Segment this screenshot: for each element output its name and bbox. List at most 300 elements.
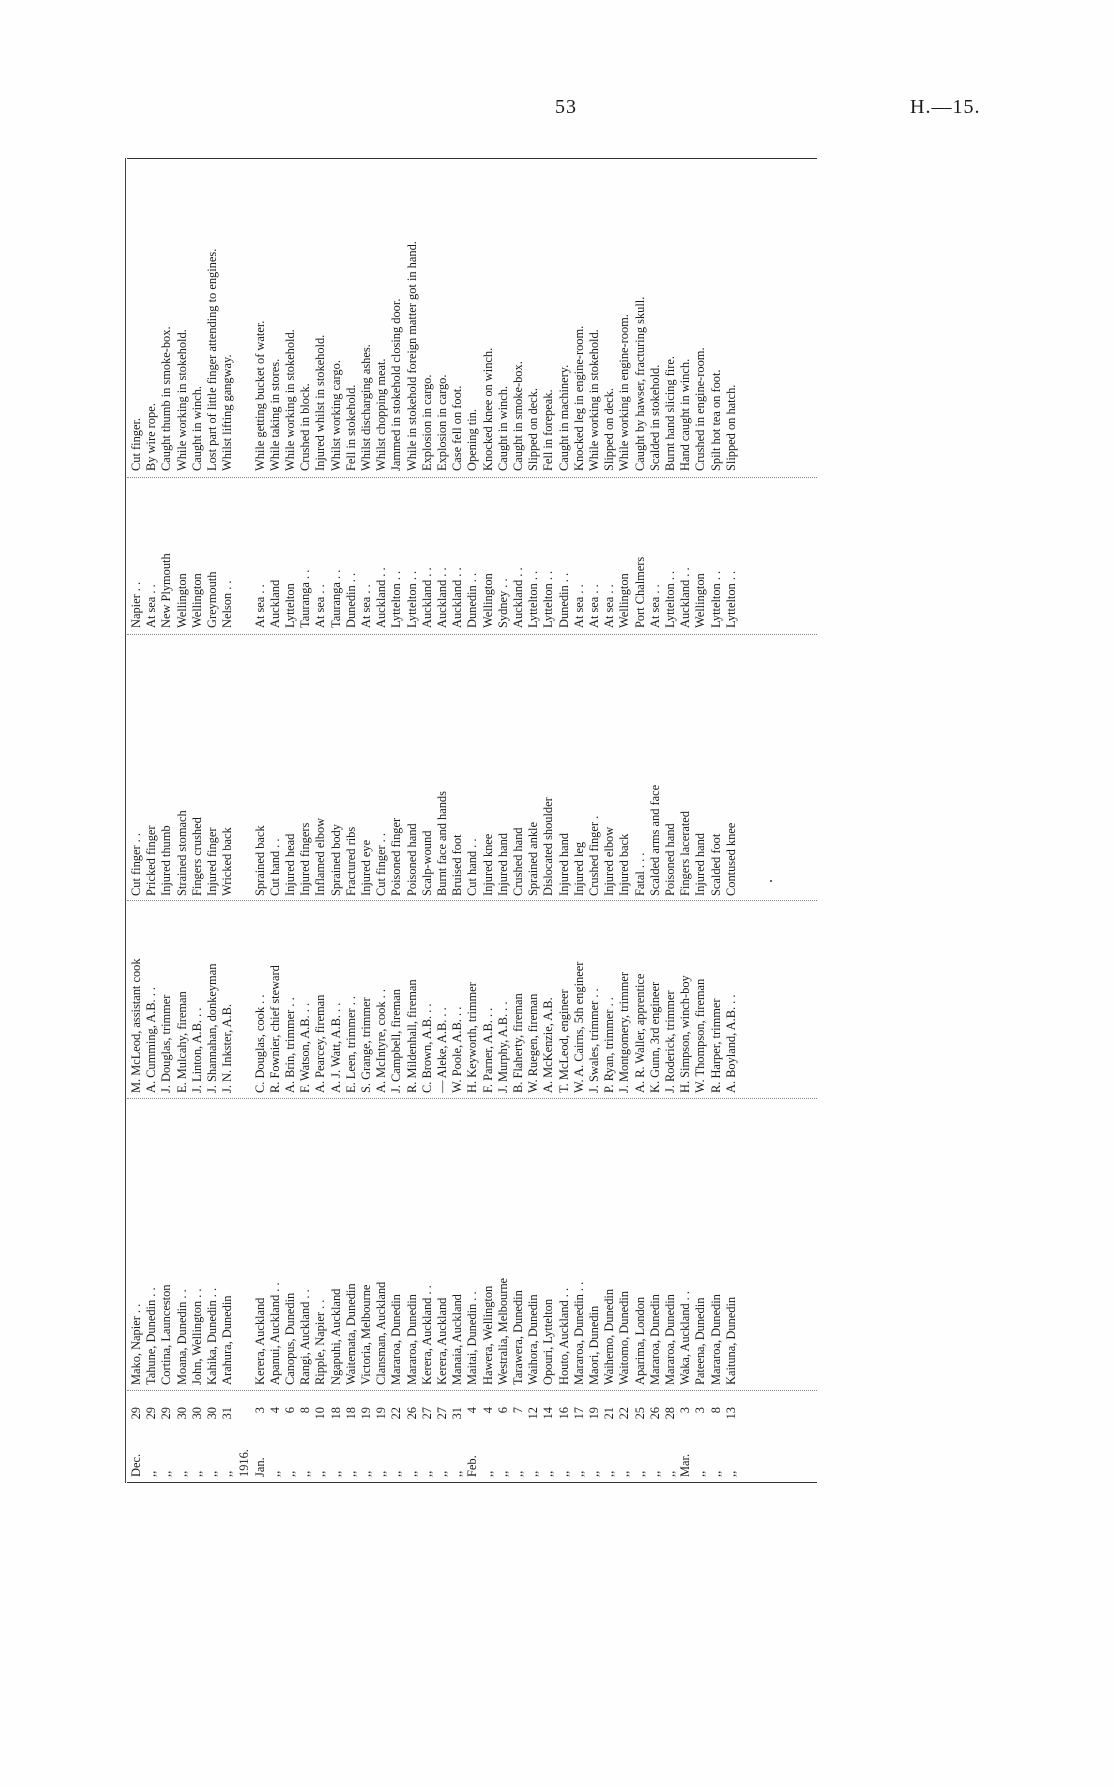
table-row — [572, 158, 587, 1483]
vessel-cell: Ripple, Napier . . — [313, 1299, 328, 1385]
name-rating-cell: A. Cumming, A.B. . . — [144, 986, 159, 1093]
table-row — [313, 158, 328, 1483]
day-cell: 19 — [359, 1407, 373, 1420]
place-cell: Auckland . . — [450, 567, 465, 628]
cause-cell: While working in engine-room. — [617, 314, 632, 471]
injury-cell: Injured hand — [556, 833, 571, 896]
injury-cell: Fingers crushed — [189, 817, 204, 896]
day-cell: 26 — [404, 1407, 419, 1420]
place-cell: At sea . . — [359, 584, 373, 628]
injury-cell: Poisoned hand — [404, 823, 419, 896]
month-cell: Jan. — [252, 1457, 267, 1477]
place-cell: Wellington — [480, 573, 495, 628]
day-cell: 29 — [144, 1407, 159, 1420]
place-cell: Wellington — [693, 573, 708, 628]
place-cell: At sea . . — [587, 584, 601, 628]
cause-cell: While working in stokehold. — [283, 329, 297, 471]
month-cell: ,, — [313, 1470, 328, 1477]
name-rating-cell: J. Shannahan, donkeyman — [205, 963, 219, 1093]
injury-cell: Injured knee — [480, 833, 495, 896]
vessel-cell: Mararoa, Dunedin — [663, 1294, 677, 1385]
day-cell: 27 — [435, 1407, 449, 1420]
day-cell: 28 — [663, 1407, 677, 1420]
month-cell: Feb. — [465, 1455, 480, 1477]
name-rating-cell: W. Poole, A.B. . . — [450, 1006, 465, 1093]
day-cell: 31 — [220, 1407, 235, 1420]
injury-cell: Injured eye — [359, 839, 373, 896]
place-cell: Auckland . . — [511, 567, 525, 628]
injury-cell: Crushed finger . — [587, 815, 601, 896]
cause-cell: Explosion in cargo. — [419, 374, 434, 471]
table-row — [159, 158, 174, 1483]
table-row — [237, 158, 252, 1483]
table-row — [709, 158, 724, 1483]
cause-cell: Crushed in engine-room. — [693, 347, 708, 471]
vessel-cell: Waitemata, Dunedin — [343, 1283, 358, 1385]
cause-cell: Whilst discharging ashes. — [359, 344, 373, 471]
page-number: 53 — [555, 96, 577, 118]
cause-cell: Caught in winch. — [495, 385, 510, 471]
injury-cell: Burnt face and hands — [435, 791, 449, 896]
place-cell: Auckland . . — [419, 567, 434, 628]
day-cell: 3 — [693, 1407, 708, 1414]
table-row — [435, 158, 450, 1483]
place-cell: Wellington — [617, 573, 632, 628]
injury-cell: Poisoned finger — [389, 817, 404, 896]
cause-cell: Fell in forepeak. — [541, 389, 556, 471]
table-row — [190, 158, 205, 1483]
table-row — [678, 158, 693, 1483]
day-cell: 8 — [708, 1407, 723, 1414]
cause-cell: Slipped on deck. — [526, 388, 541, 471]
name-rating-cell: C. Douglas, cook . . — [252, 994, 267, 1093]
name-rating-cell: J. Linton, A.B. . . — [189, 1007, 204, 1093]
place-cell: At sea . . — [571, 584, 586, 628]
place-cell: Auckland . . — [435, 567, 449, 628]
table-row — [496, 158, 511, 1483]
place-cell: New Plymouth — [159, 553, 174, 628]
cause-cell: Whilst working cargo. — [328, 360, 343, 471]
cause-cell: Scalded in stokehold. — [647, 364, 662, 471]
month-cell: ,, — [144, 1470, 159, 1477]
month-cell: ,, — [159, 1470, 174, 1477]
injury-cell: Sprained body — [328, 824, 343, 896]
month-cell: ,, — [511, 1470, 525, 1477]
vessel-cell: Waka, Auckland . . — [678, 1291, 693, 1385]
injury-cell: Crushed hand — [511, 827, 525, 896]
table-row — [648, 158, 663, 1483]
cause-cell: While getting bucket of water. — [252, 320, 267, 471]
document-reference: H.—15. — [910, 96, 981, 118]
month-cell: ,, — [205, 1470, 219, 1477]
vessel-cell: Ngapuhi, Auckland — [328, 1288, 343, 1385]
table-row — [144, 158, 159, 1483]
month-cell: ,, — [404, 1470, 419, 1477]
place-cell: Auckland . . — [678, 567, 693, 628]
injury-cell: Scalp-wound — [419, 830, 434, 896]
print-speck — [770, 880, 772, 882]
injury-cell: Sprained ankle — [526, 822, 541, 896]
injury-cell: Injured hand — [693, 833, 708, 896]
cause-cell: Caught in winch. — [189, 385, 204, 471]
vessel-cell: Kerera, Auckland . . — [419, 1285, 434, 1385]
table-row — [283, 158, 298, 1483]
month-cell: ,, — [526, 1470, 541, 1477]
day-cell: 22 — [389, 1407, 404, 1420]
vessel-cell: Waihemo, Dunedin — [602, 1288, 617, 1385]
place-cell: Greymouth — [205, 571, 219, 628]
place-cell: Dunedin . . — [556, 572, 571, 628]
vessel-cell: Kerera, Auckland — [435, 1297, 449, 1385]
vessel-cell: Kerera, Auckland — [252, 1297, 267, 1385]
injury-cell: Strained stomach — [174, 810, 189, 896]
name-rating-cell: A. McKenzie, A.B. — [541, 997, 556, 1093]
table-row — [389, 158, 404, 1483]
day-cell: 14 — [541, 1407, 556, 1420]
table-row — [329, 158, 344, 1483]
table-row — [268, 158, 283, 1483]
place-cell: Lyttelton . . — [526, 570, 541, 628]
table-row — [220, 158, 235, 1483]
cause-cell: Whilst chopping meat. — [374, 358, 389, 471]
place-cell: Lyttelton . . — [663, 570, 677, 628]
place-cell: Napier . . — [129, 581, 143, 628]
name-rating-cell: — Aleke, A.B. . . — [435, 1007, 449, 1093]
day-cell: 30 — [174, 1407, 189, 1420]
month-cell: ,, — [298, 1470, 313, 1477]
day-cell: 3 — [252, 1407, 267, 1414]
month-cell: ,, — [587, 1470, 601, 1477]
injury-cell: Scalded arms and face — [647, 784, 662, 896]
month-cell: ,, — [435, 1470, 449, 1477]
name-rating-cell: J. Roderick, trimmer — [663, 990, 677, 1093]
month-cell: ,, — [189, 1470, 204, 1477]
name-rating-cell: J. Swales, trimmer . . — [587, 988, 601, 1093]
month-cell: ,, — [602, 1470, 617, 1477]
day-cell: 4 — [267, 1407, 282, 1414]
place-cell: Tauranga . . — [298, 569, 313, 628]
name-rating-cell: J. N. Inkster, A.B. — [220, 1004, 235, 1093]
table-row — [420, 158, 435, 1483]
place-cell: Lyttelton . . — [723, 570, 738, 628]
table-row — [450, 158, 465, 1483]
vessel-cell: Manaia, Auckland — [450, 1294, 465, 1385]
month-cell: ,, — [328, 1470, 343, 1477]
cause-cell: Fell in stokehold. — [343, 384, 358, 471]
month-cell: ,, — [267, 1470, 282, 1477]
name-rating-cell: R. Mildenhall, fireman — [404, 979, 419, 1093]
month-cell: ,, — [617, 1470, 632, 1477]
table-row — [298, 158, 313, 1483]
day-cell: 7 — [511, 1407, 525, 1414]
month-cell: 1916. — [237, 1449, 252, 1477]
cause-cell: While working in stokehold. — [587, 329, 601, 471]
table-row — [481, 158, 496, 1483]
vessel-cell: Canopus, Dunedin — [283, 1292, 297, 1385]
month-cell: ,, — [419, 1470, 434, 1477]
place-cell: Port Chalmers — [632, 556, 647, 628]
name-rating-cell: B. Flaherty, fireman — [511, 993, 525, 1093]
cause-cell: Knocked knee on winch. — [480, 347, 495, 471]
cause-cell: Caught thumb in smoke-box. — [159, 326, 174, 471]
day-cell: 6 — [495, 1407, 510, 1414]
name-rating-cell: H. Keyworth, trimmer — [465, 982, 480, 1093]
table-row — [602, 158, 617, 1483]
table-row — [526, 158, 541, 1483]
cause-cell: Knocked leg in engine-room. — [571, 325, 586, 471]
vessel-cell: Rangi, Auckland . . — [298, 1289, 313, 1385]
month-cell: ,, — [283, 1470, 297, 1477]
injury-cell: Injured head — [283, 833, 297, 896]
name-rating-cell: R. Harper, trimmer — [708, 998, 723, 1093]
vessel-cell: Moana, Dunedin . . — [174, 1289, 189, 1385]
vessel-cell: Westralia, Melbourne — [495, 1277, 510, 1385]
cause-cell: By wire rope. — [144, 403, 159, 471]
table-row — [617, 158, 632, 1483]
cause-cell: Burnt hand slicing fire. — [663, 356, 677, 471]
name-rating-cell: A. Pearcey, fireman — [313, 994, 328, 1093]
day-cell: 26 — [647, 1407, 662, 1420]
day-cell: 17 — [571, 1407, 586, 1420]
day-cell: 13 — [723, 1407, 738, 1420]
name-rating-cell: J. Douglas, trimmer — [159, 994, 174, 1093]
month-cell: ,, — [220, 1470, 235, 1477]
injury-cell: Injured thumb — [159, 825, 174, 896]
vessel-cell: Houto, Auckland . . — [556, 1287, 571, 1385]
name-rating-cell: A. Brin, trimmer . . — [283, 997, 297, 1093]
day-cell: 22 — [617, 1407, 632, 1420]
day-cell: 10 — [313, 1407, 328, 1420]
vessel-cell: Waitomo, Dunedin — [617, 1291, 632, 1385]
vessel-cell: Mararoa, Dunedin — [404, 1294, 419, 1385]
injury-cell: Injured hand — [495, 833, 510, 896]
table-row — [344, 158, 359, 1483]
place-cell: At sea . . — [647, 584, 662, 628]
table-row — [253, 158, 268, 1483]
name-rating-cell: J. Murphy, A.B. . . — [495, 1001, 510, 1093]
vessel-cell: Mako, Napier . . — [129, 1303, 143, 1385]
table-row — [374, 158, 389, 1483]
vessel-cell: Tarawera, Dunedin — [511, 1290, 525, 1385]
name-rating-cell: F. Parner, A.B. . . — [480, 1007, 495, 1093]
cause-cell: Cut finger. — [129, 418, 143, 471]
vessel-cell: Pateena, Dunedin — [693, 1297, 708, 1385]
injury-cell: Injured finger — [205, 827, 219, 896]
month-cell: ,, — [374, 1470, 389, 1477]
cause-cell: Caught by hawser, fracturing skull. — [632, 296, 647, 471]
day-cell: 6 — [283, 1407, 297, 1414]
injury-cell: Pricked finger — [144, 825, 159, 896]
cause-cell: Whilst lifting gangway. — [220, 354, 235, 471]
table-row — [175, 158, 190, 1483]
place-cell: Auckland . . — [374, 567, 389, 628]
place-cell: Lyttelton . . — [404, 570, 419, 628]
day-cell: 19 — [374, 1407, 389, 1420]
cause-cell: While taking in stores. — [267, 358, 282, 471]
vessel-cell: Tahune, Dunedin . . — [144, 1287, 159, 1385]
injury-cell: Scalded foot — [708, 833, 723, 896]
injury-cell: Cut finger . . — [374, 833, 389, 896]
injury-cell: Sprained back — [252, 825, 267, 896]
day-cell: 16 — [556, 1407, 571, 1420]
cause-cell: Jammed in stokehold closing door. — [389, 298, 404, 471]
injury-cell: Poisoned hand — [663, 823, 677, 896]
injury-cell: Contused knee — [723, 822, 738, 896]
injury-cell: Cut hand . . — [465, 838, 480, 896]
table-row — [359, 158, 374, 1483]
vessel-cell: Opouri, Lyttelton — [541, 1298, 556, 1385]
name-rating-cell: J. Campbell, fireman — [389, 989, 404, 1093]
vessel-cell: Apanui, Auckland . . — [267, 1282, 282, 1385]
month-cell: ,, — [359, 1470, 373, 1477]
name-rating-cell: A. J. Watt, A.B. . . — [328, 1002, 343, 1093]
day-cell: 18 — [343, 1407, 358, 1420]
day-cell: 30 — [189, 1407, 204, 1420]
name-rating-cell: H. Simpson, winch-boy — [678, 975, 693, 1093]
place-cell: At sea . . — [313, 584, 328, 628]
vessel-cell: Waihora, Dunedin — [526, 1294, 541, 1385]
cause-cell: Spilt hot tea on foot. — [708, 369, 723, 471]
cause-cell: While in stokehold foreign matter got in hand. — [404, 241, 419, 471]
month-cell: ,, — [541, 1470, 556, 1477]
vessel-cell: Cortina, Launceston — [159, 1284, 174, 1385]
table-row — [724, 158, 739, 1483]
vessel-cell: Aparima, London — [632, 1296, 647, 1385]
month-cell: ,, — [556, 1470, 571, 1477]
place-cell: At sea . . — [602, 584, 617, 628]
name-rating-cell: C. Brown, A.B. . . — [419, 1003, 434, 1093]
day-cell: 8 — [298, 1407, 313, 1414]
name-rating-cell: K. Gunn, 3rd engineer — [647, 981, 662, 1093]
cause-cell: Caught in smoke-box. — [511, 361, 525, 471]
month-cell: Dec. — [129, 1453, 143, 1477]
cause-cell: Hand caught in winch. — [678, 358, 693, 471]
day-cell: 3 — [678, 1407, 693, 1414]
vessel-cell: Mararoa, Dunedin — [647, 1294, 662, 1385]
injury-cell: Cut finger . . — [129, 833, 143, 896]
name-rating-cell: P. Ryan, trimmer . . — [602, 997, 617, 1093]
day-cell: 18 — [328, 1407, 343, 1420]
place-cell: At sea . . — [252, 584, 267, 628]
month-cell: ,, — [343, 1470, 358, 1477]
month-cell: ,, — [480, 1470, 495, 1477]
accident-table — [127, 158, 817, 1483]
name-rating-cell: W. A. Cairns, 5th engineer — [571, 961, 586, 1093]
injury-cell: Injured leg — [571, 841, 586, 896]
month-cell: ,, — [693, 1470, 708, 1477]
cause-cell: Case fell on foot. — [450, 385, 465, 471]
table-row — [465, 158, 480, 1483]
name-rating-cell: T. McLeod, engineer — [556, 989, 571, 1093]
place-cell: Nelson . . — [220, 580, 235, 628]
injury-cell: Cut hand . . — [267, 838, 282, 896]
vessel-cell: Maitai, Dunedin . . — [465, 1291, 480, 1385]
place-cell: Lyttelton . . — [708, 570, 723, 628]
month-cell: ,, — [708, 1470, 723, 1477]
cause-cell: Opening tin. — [465, 409, 480, 471]
name-rating-cell: J. Montgomery, trimmer — [617, 971, 632, 1093]
month-cell: ,, — [174, 1470, 189, 1477]
place-cell: Auckland — [267, 579, 282, 628]
injury-cell: Wricked back — [220, 827, 235, 896]
table-row — [405, 158, 420, 1483]
month-cell: ,, — [571, 1470, 586, 1477]
injury-cell: Dislocated shoulder — [541, 797, 556, 896]
month-cell: ,, — [647, 1470, 662, 1477]
month-cell: ,, — [389, 1470, 404, 1477]
day-cell: 31 — [450, 1407, 465, 1420]
day-cell: 27 — [419, 1407, 434, 1420]
injury-cell: Bruised foot — [450, 834, 465, 896]
table-row — [511, 158, 526, 1483]
injury-cell: Injured fingers — [298, 822, 313, 896]
name-rating-cell: E. Mulcahy, fireman — [174, 991, 189, 1093]
vessel-cell: Mararoa, Dunedin . . — [571, 1281, 586, 1385]
vessel-cell: Mararoa, Dunedin — [389, 1294, 404, 1385]
injury-cell: Injured back — [617, 833, 632, 896]
table-row — [633, 158, 648, 1483]
cause-cell: While working in stokehold. — [174, 329, 189, 471]
vessel-cell: Hawera, Wellington — [480, 1285, 495, 1385]
table-row — [663, 158, 678, 1483]
name-rating-cell: E. Leen, trimmer . . — [343, 995, 358, 1093]
name-rating-cell: R. Fownier, chief steward — [267, 965, 282, 1093]
place-cell: Sydney . . — [495, 578, 510, 628]
vessel-cell: Victoria, Melbourne — [359, 1284, 373, 1385]
vessel-cell: Clansman, Auckland — [374, 1281, 389, 1385]
day-cell: 21 — [602, 1407, 617, 1420]
injury-cell: Injured elbow — [602, 826, 617, 896]
cause-cell: Crushed in block. — [298, 383, 313, 471]
name-rating-cell: S. Grange, trimmer — [359, 997, 373, 1093]
table-row — [557, 158, 572, 1483]
cause-cell: Explosion in cargo. — [435, 374, 449, 471]
name-rating-cell: A. R. Waller, apprentice — [632, 973, 647, 1093]
month-cell: ,, — [632, 1470, 647, 1477]
day-cell: 29 — [159, 1407, 174, 1420]
table-row — [541, 158, 556, 1483]
place-cell: Dunedin . . — [465, 572, 480, 628]
vessel-cell: Kaituna, Dunedin — [723, 1296, 738, 1385]
vessel-cell: Mararoa, Dunedin — [708, 1294, 723, 1385]
vessel-cell: Arahura, Dunedin — [220, 1295, 235, 1385]
month-cell: ,, — [495, 1470, 510, 1477]
injury-cell: Fractured ribs — [343, 826, 358, 896]
cause-cell: Caught in machinery. — [556, 364, 571, 471]
cause-cell: Slipped on deck. — [602, 388, 617, 471]
place-cell: Wellington — [189, 573, 204, 628]
place-cell: Wellington — [174, 573, 189, 628]
table-row — [693, 158, 708, 1483]
month-cell: ,, — [723, 1470, 738, 1477]
table-row — [587, 158, 602, 1483]
vessel-cell: Maori, Dunedin — [587, 1305, 601, 1385]
day-cell: 19 — [587, 1407, 601, 1420]
place-cell: Dunedin . . — [343, 572, 358, 628]
name-rating-cell: A. Boyland, A.B. . . — [723, 994, 738, 1093]
table-row — [129, 158, 144, 1483]
vessel-cell: John, Wellington . . — [189, 1288, 204, 1385]
month-cell: Mar. — [678, 1453, 693, 1477]
day-cell: 4 — [480, 1407, 495, 1414]
place-cell: Lyttelton . . — [389, 570, 404, 628]
name-rating-cell: A. McIntyre, cook . . — [374, 989, 389, 1093]
place-cell: At sea . . — [144, 584, 159, 628]
rotated-table-region — [127, 158, 817, 1483]
name-rating-cell: F. Watson, A.B. . . — [298, 1002, 313, 1093]
month-cell: ,, — [663, 1470, 677, 1477]
injury-cell: Fatal . . . — [632, 852, 647, 896]
